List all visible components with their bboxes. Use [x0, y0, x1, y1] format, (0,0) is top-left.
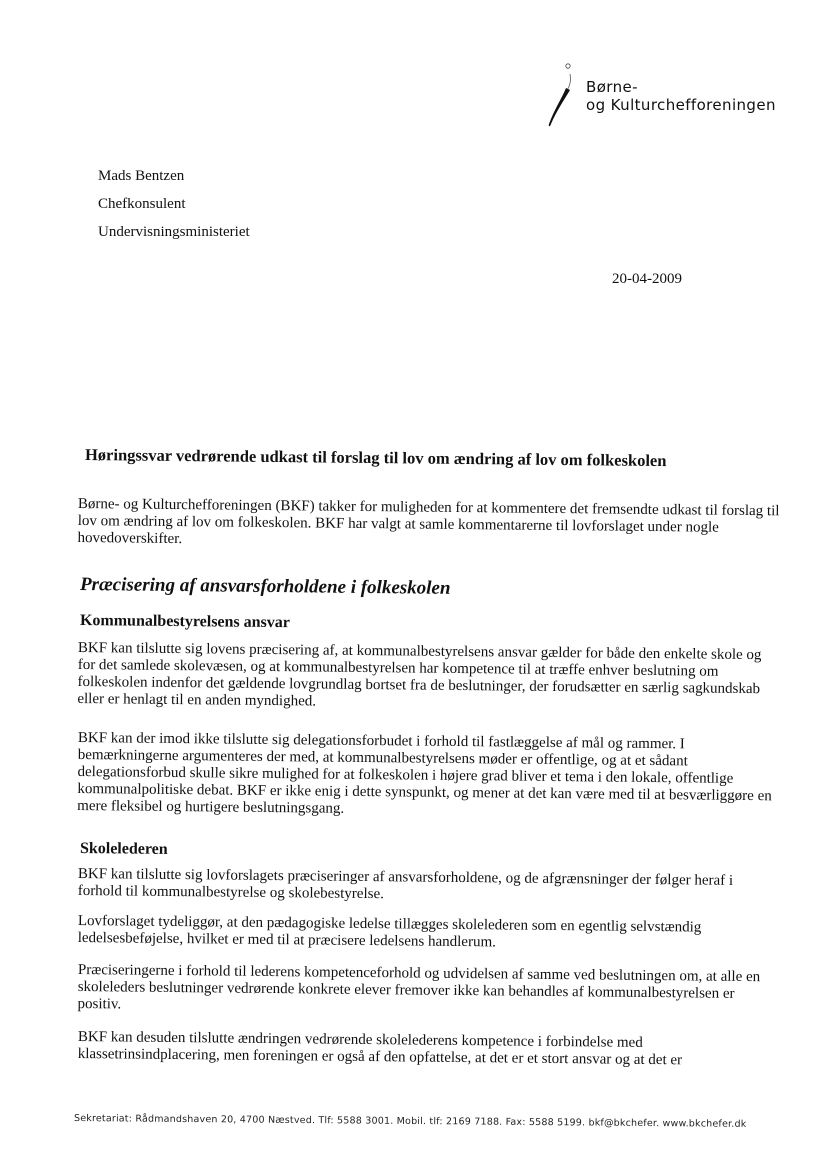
footer-contact-info: Sekretariat: Rådmandshaven 20, 4700 Næstved. Tlf: 5588 3001. Mobil. tlf: 2169 7188. Fax: 5588 5199. bkf@bkchefer. www.bkchefer.dk: [73, 1113, 747, 1130]
paragraph-council-1: [77, 640, 780, 715]
recipient-block: [98, 162, 250, 246]
intro-text: Børne- og Kulturchefforeningen (BKF) takker for muligheden for at kommentere det fremsendte udkast til forslag til lov om ændring af lov om folkeskolen. BKF har valgt at samle kommentarerne til lovforslaget under nogle hovedoverskifter.: [77, 496, 780, 548]
quill-logo-icon: [540, 58, 584, 130]
paragraph-leader-2: [78, 913, 780, 954]
paragraph-leader-3: [77, 962, 779, 1020]
paragraph-text: BKF kan tilslutte sig lovens præcisering af, at kommunalbestyrelsens ansvar gælder for både den enkelte skole og for det samlede skolevæsen, og at kommunalbestyrelsen har kompetence til at træffe enhver beslutning om folkeskolen indenfor det gældende lovgrundlag bortset fra de beslutninger, der forudsætter en særlig sagkundskab eller er henlagt til en anden myndighed.: [77, 640, 762, 710]
subheading-school-leader: Skolelederen: [79, 840, 168, 858]
recipient-title: Chefkonsulent: [98, 196, 186, 212]
recipient-name: Mads Bentzen: [98, 168, 185, 184]
paragraph-text: BKF kan tilslutte sig lovforslagets præciseringer af ansvarsforholdene, og de afgrænsninger der følger heraf i forhold til kommunalbestyrelse og skolebestyrelse.: [77, 866, 734, 903]
letterhead-logo: [540, 58, 800, 138]
paragraph-text: BKF kan der imod ikke tilslutte sig delegationsforbudet i forhold til fastlæggelse af mål og rammer. I bemærkningerne argumenteres der med, at kommunalbestyrelsens møder er offentlige, og at et sådant delegationsforbud skulle sikre mulighed for at folkeskolen i højere grad bliver et tema i den lokale, offentlige kommunalpolitiske debat. BKF er ikke enig i dette synspunkt, og mener at det kan være med til at besværliggøre en mere fleksibel og hurtigere beslutningsgang.: [77, 730, 772, 817]
recipient-organization: Undervisningsministeriet: [98, 224, 250, 240]
organization-name: [586, 78, 776, 114]
document-title: Høringssvar vedrørende udkast til forslag til lov om ændring af lov om folkeskolen: [84, 445, 667, 471]
paragraph-council-2: [77, 730, 780, 822]
intro-paragraph: [77, 496, 779, 554]
logo-line-1: Børne-: [586, 78, 638, 96]
paragraph-leader-4: [78, 1029, 780, 1070]
logo-line-2: og Kulturchefforeningen: [586, 96, 776, 114]
subheading-municipal-council: Kommunalbestyrelsens ansvar: [79, 612, 291, 632]
paragraph-text: Lovforslaget tydeliggør, at den pædagogiske ledelse tillægges skolelederen som en egentlig selvstændig ledelsesbeføjelse, hvilket er med til at præcisere ledelsens handlerum.: [77, 913, 702, 951]
paragraph-text: Præciseringerne i forhold til lederens kompetenceforhold og udvidelsen af samme ved beslutningen om, at alle en skoleleders beslutninger vedrørende konkrete elever fremover ikke kan behandles af kommunalbestyrelsen er positiv.: [77, 962, 761, 1013]
paragraph-leader-1: [78, 866, 780, 907]
paragraph-text: BKF kan desuden tilslutte ændringen vedrørende skolelederens kompetence i forbindelse med klassetrinsindplacering, men foreningen er også af den opfattelse, at det er et stort ansvar og at det er: [77, 1029, 683, 1069]
section-heading-responsibility: Præcisering af ansvarsforholdene i folkeskolen: [79, 574, 451, 599]
letter-date: 20-04-2009: [612, 271, 682, 287]
